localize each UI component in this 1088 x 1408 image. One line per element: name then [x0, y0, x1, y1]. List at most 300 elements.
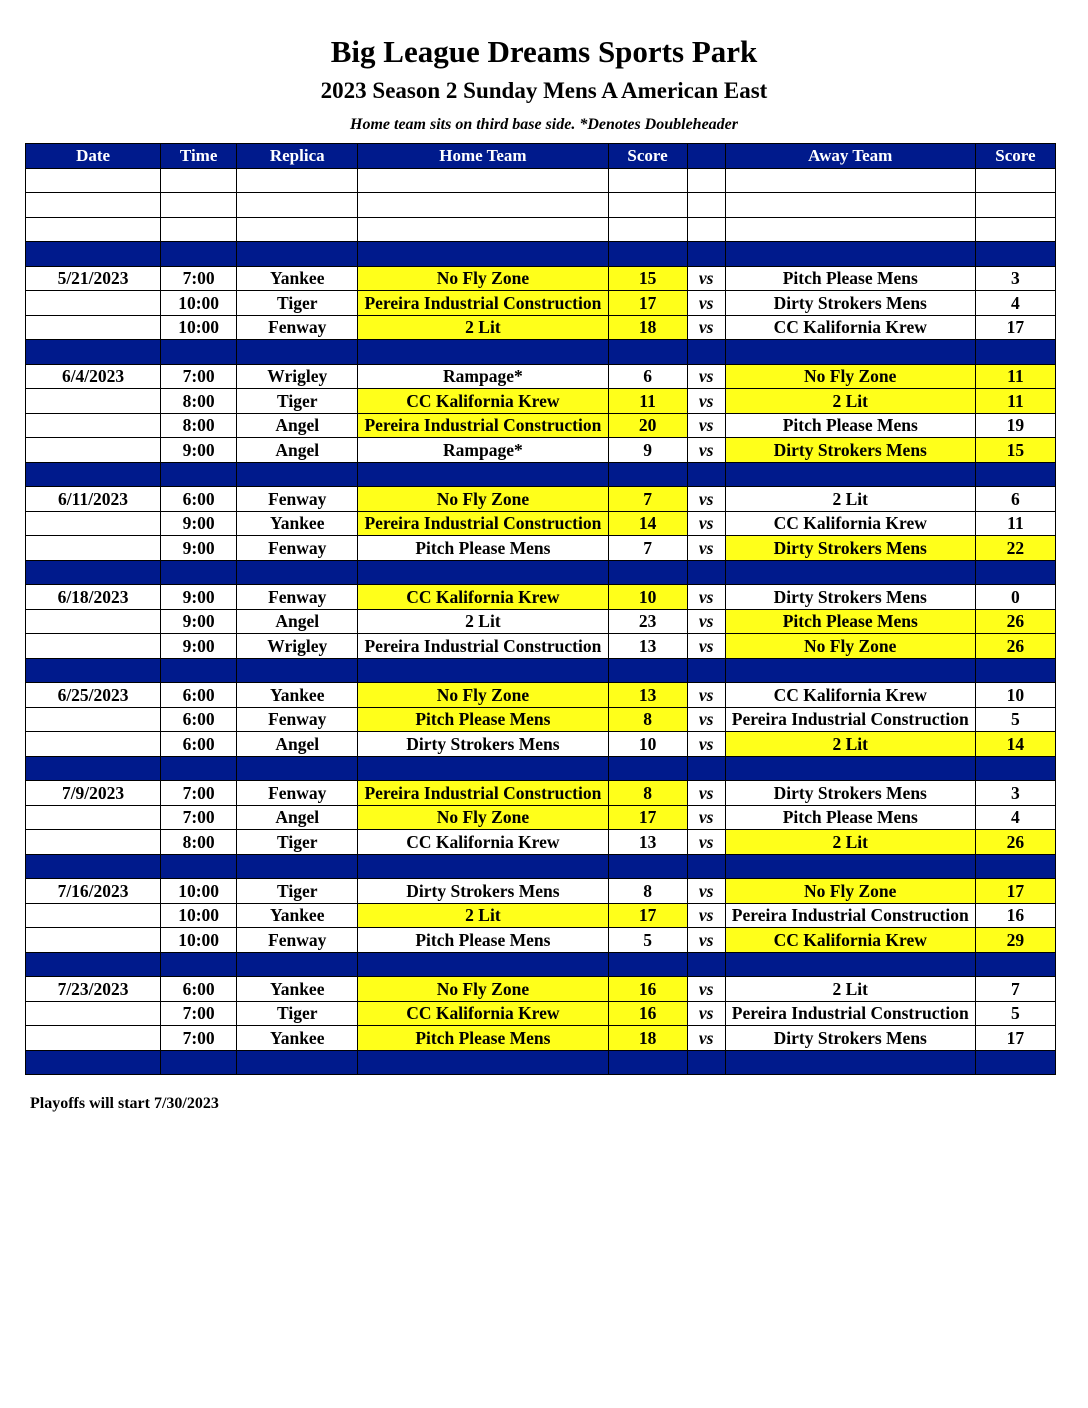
table-row — [26, 879, 1056, 904]
away-team-cell: Dirty Strokers Mens — [725, 536, 975, 561]
table-row — [26, 634, 1056, 659]
separator-row — [26, 952, 1056, 977]
empty-cell — [26, 854, 161, 879]
time-cell: 7:00 — [161, 805, 237, 830]
date-cell — [26, 1026, 161, 1051]
vs-cell: vs — [687, 1001, 725, 1026]
table-row — [26, 266, 1056, 291]
replica-cell: Angel — [237, 732, 358, 757]
vs-cell: vs — [687, 928, 725, 953]
vs-cell: vs — [687, 1026, 725, 1051]
home-team-cell: Pereira Industrial Construction — [358, 291, 608, 316]
empty-cell — [687, 168, 725, 193]
home-score-cell: 17 — [608, 903, 687, 928]
empty-cell — [358, 242, 608, 267]
away-score-cell: 0 — [975, 585, 1055, 610]
date-cell — [26, 732, 161, 757]
replica-cell: Fenway — [237, 315, 358, 340]
replica-cell: Yankee — [237, 511, 358, 536]
replica-cell: Angel — [237, 438, 358, 463]
schedule-table — [25, 143, 1056, 1075]
empty-cell — [358, 1050, 608, 1075]
separator-row — [26, 854, 1056, 879]
away-team-cell: 2 Lit — [725, 830, 975, 855]
empty-cell — [725, 340, 975, 365]
empty-cell — [975, 658, 1055, 683]
away-team-cell: Dirty Strokers Mens — [725, 781, 975, 806]
date-cell: 6/18/2023 — [26, 585, 161, 610]
replica-cell: Wrigley — [237, 364, 358, 389]
home-team-cell: Dirty Strokers Mens — [358, 732, 608, 757]
home-team-cell: No Fly Zone — [358, 805, 608, 830]
table-row — [26, 707, 1056, 732]
home-team-cell: Pitch Please Mens — [358, 536, 608, 561]
empty-cell — [161, 193, 237, 218]
away-score-cell: 17 — [975, 879, 1055, 904]
vs-cell: vs — [687, 389, 725, 414]
home-score-cell: 7 — [608, 487, 687, 512]
empty-cell — [237, 193, 358, 218]
home-team-cell: Pereira Industrial Construction — [358, 634, 608, 659]
empty-cell — [975, 242, 1055, 267]
time-cell: 7:00 — [161, 781, 237, 806]
away-score-cell: 5 — [975, 707, 1055, 732]
vs-cell: vs — [687, 634, 725, 659]
replica-cell: Fenway — [237, 585, 358, 610]
table-row — [26, 315, 1056, 340]
empty-cell — [237, 1050, 358, 1075]
table-row — [26, 903, 1056, 928]
empty-cell — [975, 193, 1055, 218]
empty-cell — [237, 658, 358, 683]
home-score-cell: 16 — [608, 977, 687, 1002]
empty-cell — [358, 658, 608, 683]
home-score-cell: 14 — [608, 511, 687, 536]
time-cell: 8:00 — [161, 413, 237, 438]
replica-cell: Tiger — [237, 389, 358, 414]
page-subtitle: 2023 Season 2 Sunday Mens A American East — [320, 78, 768, 103]
empty-cell — [725, 560, 975, 585]
date-cell — [26, 1001, 161, 1026]
home-team-cell: Pereira Industrial Construction — [358, 781, 608, 806]
empty-cell — [358, 952, 608, 977]
empty-cell — [26, 217, 161, 242]
time-cell: 6:00 — [161, 732, 237, 757]
away-score-cell: 17 — [975, 1026, 1055, 1051]
vs-cell: vs — [687, 364, 725, 389]
date-cell — [26, 609, 161, 634]
empty-cell — [725, 756, 975, 781]
empty-cell — [608, 242, 687, 267]
time-cell: 8:00 — [161, 830, 237, 855]
replica-cell: Fenway — [237, 487, 358, 512]
empty-cell — [237, 462, 358, 487]
date-cell: 5/21/2023 — [26, 266, 161, 291]
home-score-cell: 18 — [608, 1026, 687, 1051]
vs-cell: vs — [687, 291, 725, 316]
replica-cell: Yankee — [237, 977, 358, 1002]
separator-row — [26, 340, 1056, 365]
home-team-cell: Pereira Industrial Construction — [358, 511, 608, 536]
away-team-cell: No Fly Zone — [725, 634, 975, 659]
home-team-cell: Rampage* — [358, 438, 608, 463]
empty-cell — [161, 756, 237, 781]
date-cell — [26, 536, 161, 561]
empty-cell — [358, 462, 608, 487]
away-team-cell: 2 Lit — [725, 732, 975, 757]
empty-cell — [237, 168, 358, 193]
empty-cell — [358, 217, 608, 242]
table-row — [26, 438, 1056, 463]
date-cell — [26, 830, 161, 855]
empty-cell — [608, 952, 687, 977]
replica-cell: Fenway — [237, 536, 358, 561]
away-score-cell: 4 — [975, 291, 1055, 316]
separator-row — [26, 242, 1056, 267]
home-score-cell: 13 — [608, 634, 687, 659]
away-score-cell: 7 — [975, 977, 1055, 1002]
home-score-cell: 10 — [608, 585, 687, 610]
home-team-cell: Pereira Industrial Construction — [358, 413, 608, 438]
time-cell: 10:00 — [161, 903, 237, 928]
vs-cell: vs — [687, 413, 725, 438]
away-team-cell: Pitch Please Mens — [725, 413, 975, 438]
date-cell: 6/25/2023 — [26, 683, 161, 708]
replica-cell: Angel — [237, 609, 358, 634]
time-cell: 7:00 — [161, 1026, 237, 1051]
date-cell — [26, 291, 161, 316]
table-row — [26, 830, 1056, 855]
empty-cell — [725, 854, 975, 879]
empty-cell — [26, 193, 161, 218]
replica-cell: Angel — [237, 413, 358, 438]
empty-cell — [237, 952, 358, 977]
empty-cell — [725, 1050, 975, 1075]
away-team-cell: CC Kalifornia Krew — [725, 315, 975, 340]
empty-cell — [161, 340, 237, 365]
time-cell: 9:00 — [161, 634, 237, 659]
away-team-cell: Dirty Strokers Mens — [725, 585, 975, 610]
header-time: Time — [161, 144, 237, 169]
header-replica: Replica — [237, 144, 358, 169]
empty-cell — [725, 168, 975, 193]
empty-cell — [608, 462, 687, 487]
date-cell — [26, 389, 161, 414]
time-cell: 9:00 — [161, 438, 237, 463]
blank-row — [26, 168, 1056, 193]
vs-cell: vs — [687, 707, 725, 732]
page-note: Home team sits on third base side. *Denotes Doubleheader — [350, 116, 738, 133]
vs-cell: vs — [687, 903, 725, 928]
time-cell: 9:00 — [161, 511, 237, 536]
empty-cell — [358, 168, 608, 193]
date-cell — [26, 805, 161, 830]
home-score-cell: 7 — [608, 536, 687, 561]
home-team-cell: Pitch Please Mens — [358, 1026, 608, 1051]
away-team-cell: Dirty Strokers Mens — [725, 291, 975, 316]
header-home-score: Score — [608, 144, 687, 169]
empty-cell — [237, 242, 358, 267]
empty-cell — [975, 560, 1055, 585]
empty-cell — [975, 168, 1055, 193]
away-team-cell: Pereira Industrial Construction — [725, 707, 975, 732]
table-row — [26, 1001, 1056, 1026]
away-team-cell: Pereira Industrial Construction — [725, 1001, 975, 1026]
away-score-cell: 16 — [975, 903, 1055, 928]
empty-cell — [26, 340, 161, 365]
away-team-cell: Dirty Strokers Mens — [725, 1026, 975, 1051]
empty-cell — [26, 1050, 161, 1075]
table-row — [26, 928, 1056, 953]
away-team-cell: CC Kalifornia Krew — [725, 511, 975, 536]
empty-cell — [687, 658, 725, 683]
header-away-score: Score — [975, 144, 1055, 169]
header-vs — [687, 144, 725, 169]
away-team-cell: 2 Lit — [725, 977, 975, 1002]
replica-cell: Yankee — [237, 683, 358, 708]
home-score-cell: 8 — [608, 707, 687, 732]
vs-cell: vs — [687, 266, 725, 291]
away-score-cell: 26 — [975, 634, 1055, 659]
header-home-team: Home Team — [358, 144, 608, 169]
empty-cell — [26, 658, 161, 683]
date-cell: 6/4/2023 — [26, 364, 161, 389]
table-row — [26, 413, 1056, 438]
empty-cell — [26, 168, 161, 193]
empty-cell — [687, 854, 725, 879]
away-score-cell: 11 — [975, 389, 1055, 414]
home-team-cell: 2 Lit — [358, 903, 608, 928]
away-score-cell: 6 — [975, 487, 1055, 512]
playoffs-note: Playoffs will start 7/30/2023 — [30, 1095, 219, 1112]
empty-cell — [358, 854, 608, 879]
away-team-cell: 2 Lit — [725, 487, 975, 512]
empty-cell — [975, 1050, 1055, 1075]
table-row — [26, 389, 1056, 414]
vs-cell: vs — [687, 977, 725, 1002]
empty-cell — [161, 462, 237, 487]
time-cell: 7:00 — [161, 266, 237, 291]
empty-cell — [725, 658, 975, 683]
home-team-cell: CC Kalifornia Krew — [358, 830, 608, 855]
vs-cell: vs — [687, 683, 725, 708]
home-score-cell: 9 — [608, 438, 687, 463]
home-score-cell: 10 — [608, 732, 687, 757]
home-score-cell: 8 — [608, 781, 687, 806]
time-cell: 9:00 — [161, 609, 237, 634]
date-cell — [26, 707, 161, 732]
table-row — [26, 585, 1056, 610]
page-title: Big League Dreams Sports Park — [330, 34, 758, 69]
time-cell: 10:00 — [161, 315, 237, 340]
empty-cell — [975, 952, 1055, 977]
away-team-cell: No Fly Zone — [725, 364, 975, 389]
separator-row — [26, 1050, 1056, 1075]
date-cell: 7/23/2023 — [26, 977, 161, 1002]
away-score-cell: 11 — [975, 511, 1055, 536]
table-row — [26, 683, 1056, 708]
away-score-cell: 3 — [975, 266, 1055, 291]
empty-cell — [975, 756, 1055, 781]
header-row — [26, 144, 1056, 169]
home-score-cell: 17 — [608, 805, 687, 830]
blank-row — [26, 217, 1056, 242]
away-team-cell: CC Kalifornia Krew — [725, 928, 975, 953]
empty-cell — [608, 560, 687, 585]
empty-cell — [161, 1050, 237, 1075]
empty-cell — [687, 1050, 725, 1075]
home-team-cell: Pitch Please Mens — [358, 928, 608, 953]
time-cell: 7:00 — [161, 364, 237, 389]
empty-cell — [608, 756, 687, 781]
empty-cell — [975, 854, 1055, 879]
time-cell: 6:00 — [161, 707, 237, 732]
away-team-cell: 2 Lit — [725, 389, 975, 414]
empty-cell — [237, 560, 358, 585]
home-team-cell: CC Kalifornia Krew — [358, 389, 608, 414]
home-team-cell: No Fly Zone — [358, 977, 608, 1002]
vs-cell: vs — [687, 732, 725, 757]
replica-cell: Angel — [237, 805, 358, 830]
vs-cell: vs — [687, 536, 725, 561]
replica-cell: Tiger — [237, 830, 358, 855]
home-team-cell: 2 Lit — [358, 609, 608, 634]
date-cell — [26, 928, 161, 953]
separator-row — [26, 756, 1056, 781]
empty-cell — [687, 952, 725, 977]
home-score-cell: 5 — [608, 928, 687, 953]
away-score-cell: 26 — [975, 830, 1055, 855]
home-team-cell: No Fly Zone — [358, 683, 608, 708]
vs-cell: vs — [687, 781, 725, 806]
home-team-cell: CC Kalifornia Krew — [358, 1001, 608, 1026]
empty-cell — [725, 193, 975, 218]
empty-cell — [237, 217, 358, 242]
time-cell: 6:00 — [161, 487, 237, 512]
away-team-cell: Pitch Please Mens — [725, 805, 975, 830]
empty-cell — [725, 242, 975, 267]
home-team-cell: 2 Lit — [358, 315, 608, 340]
away-team-cell: Pitch Please Mens — [725, 266, 975, 291]
empty-cell — [26, 952, 161, 977]
separator-row — [26, 658, 1056, 683]
away-score-cell: 10 — [975, 683, 1055, 708]
date-cell — [26, 634, 161, 659]
empty-cell — [687, 756, 725, 781]
empty-cell — [161, 854, 237, 879]
date-cell — [26, 413, 161, 438]
away-score-cell: 19 — [975, 413, 1055, 438]
away-score-cell: 17 — [975, 315, 1055, 340]
empty-cell — [687, 560, 725, 585]
home-team-cell: CC Kalifornia Krew — [358, 585, 608, 610]
home-score-cell: 6 — [608, 364, 687, 389]
replica-cell: Fenway — [237, 781, 358, 806]
vs-cell: vs — [687, 511, 725, 536]
empty-cell — [608, 168, 687, 193]
home-team-cell: Rampage* — [358, 364, 608, 389]
empty-cell — [26, 242, 161, 267]
empty-cell — [608, 193, 687, 218]
date-cell — [26, 903, 161, 928]
replica-cell: Fenway — [237, 707, 358, 732]
vs-cell: vs — [687, 438, 725, 463]
vs-cell: vs — [687, 315, 725, 340]
away-team-cell: Dirty Strokers Mens — [725, 438, 975, 463]
away-team-cell: CC Kalifornia Krew — [725, 683, 975, 708]
replica-cell: Tiger — [237, 1001, 358, 1026]
empty-cell — [161, 168, 237, 193]
separator-row — [26, 462, 1056, 487]
time-cell: 10:00 — [161, 928, 237, 953]
date-cell: 6/11/2023 — [26, 487, 161, 512]
separator-row — [26, 560, 1056, 585]
date-cell: 7/9/2023 — [26, 781, 161, 806]
empty-cell — [608, 1050, 687, 1075]
empty-cell — [975, 462, 1055, 487]
empty-cell — [608, 340, 687, 365]
table-row — [26, 1026, 1056, 1051]
empty-cell — [237, 854, 358, 879]
away-score-cell: 4 — [975, 805, 1055, 830]
home-score-cell: 13 — [608, 683, 687, 708]
empty-cell — [975, 217, 1055, 242]
table-row — [26, 511, 1056, 536]
replica-cell: Wrigley — [237, 634, 358, 659]
empty-cell — [358, 756, 608, 781]
empty-cell — [26, 462, 161, 487]
date-cell — [26, 511, 161, 536]
time-cell: 6:00 — [161, 977, 237, 1002]
empty-cell — [358, 340, 608, 365]
away-score-cell: 3 — [975, 781, 1055, 806]
time-cell: 10:00 — [161, 879, 237, 904]
empty-cell — [161, 952, 237, 977]
home-score-cell: 8 — [608, 879, 687, 904]
time-cell: 8:00 — [161, 389, 237, 414]
table-row — [26, 781, 1056, 806]
replica-cell: Yankee — [237, 1026, 358, 1051]
date-cell — [26, 315, 161, 340]
empty-cell — [237, 340, 358, 365]
home-score-cell: 16 — [608, 1001, 687, 1026]
vs-cell: vs — [687, 830, 725, 855]
empty-cell — [725, 462, 975, 487]
empty-cell — [975, 340, 1055, 365]
empty-cell — [687, 217, 725, 242]
away-score-cell: 15 — [975, 438, 1055, 463]
header-date: Date — [26, 144, 161, 169]
table-row — [26, 805, 1056, 830]
time-cell: 7:00 — [161, 1001, 237, 1026]
empty-cell — [725, 217, 975, 242]
empty-cell — [687, 340, 725, 365]
away-team-cell: No Fly Zone — [725, 879, 975, 904]
table-row — [26, 487, 1056, 512]
header-away-team: Away Team — [725, 144, 975, 169]
home-team-cell: Dirty Strokers Mens — [358, 879, 608, 904]
empty-cell — [687, 462, 725, 487]
away-score-cell: 11 — [975, 364, 1055, 389]
home-team-cell: Pitch Please Mens — [358, 707, 608, 732]
empty-cell — [358, 560, 608, 585]
table-row — [26, 364, 1056, 389]
home-team-cell: No Fly Zone — [358, 266, 608, 291]
blank-row — [26, 193, 1056, 218]
vs-cell: vs — [687, 805, 725, 830]
table-row — [26, 609, 1056, 634]
empty-cell — [161, 658, 237, 683]
